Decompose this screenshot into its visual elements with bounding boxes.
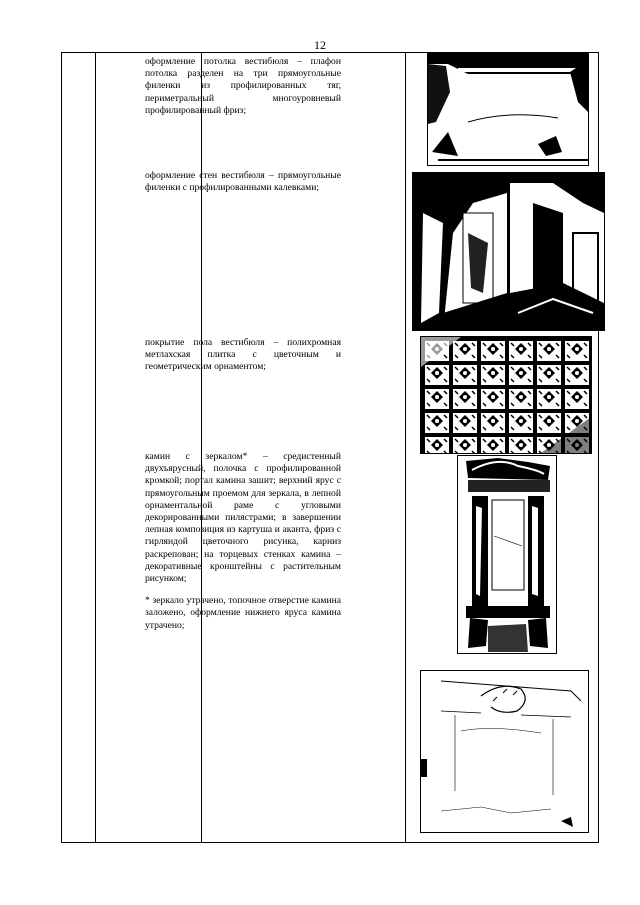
column-divider-3 [405,53,406,842]
floor-tiles-photo [420,336,592,454]
page-number: 12 [314,38,326,52]
floor-description: покрытие пола вестибюля – полихромная метлахская плитка с цветочным и геометрическим орнаментом; [145,337,341,373]
fireplace-description: камин с зеркалом* – средистенный двухъярусный, полочка с профилированной кромкой; портал камина зашит; верхний ярус с прямоугольным проемом для зеркала, в лепной орнаментальной раме с угловыми декорированными пилястрами; в завершении лепная композиция из картуша и аканта, фриз с гирляндой цветочного рисунка, карниз раскрепован; на торцевых стенках камина – декоративные кронштейны с растительным рисунком; * зеркало утрачено, топочное отверстие камина заложено, оформление нижнего яруса камина утрачено; [145,451,341,631]
ceiling-photo [427,52,589,166]
ceiling-description: оформление потолка вестибюля – плафон потолка разделен на три прямоугольные филенки из профилированных тяг, периметральный многоуровневый профилированный фриз; [145,56,341,116]
fireplace-photo [457,455,557,654]
column-divider-1 [95,53,96,842]
fireplace-note: * зеркало утрачено, топочное отверстие камина заложено, оформление нижнего яруса камина утрачено; [145,595,341,631]
fireplace-detail-photo [420,670,589,833]
walls-photo [412,172,605,331]
walls-description: оформление стен вестибюля – прямоугольные филенки с профилированными калевками; [145,170,341,194]
